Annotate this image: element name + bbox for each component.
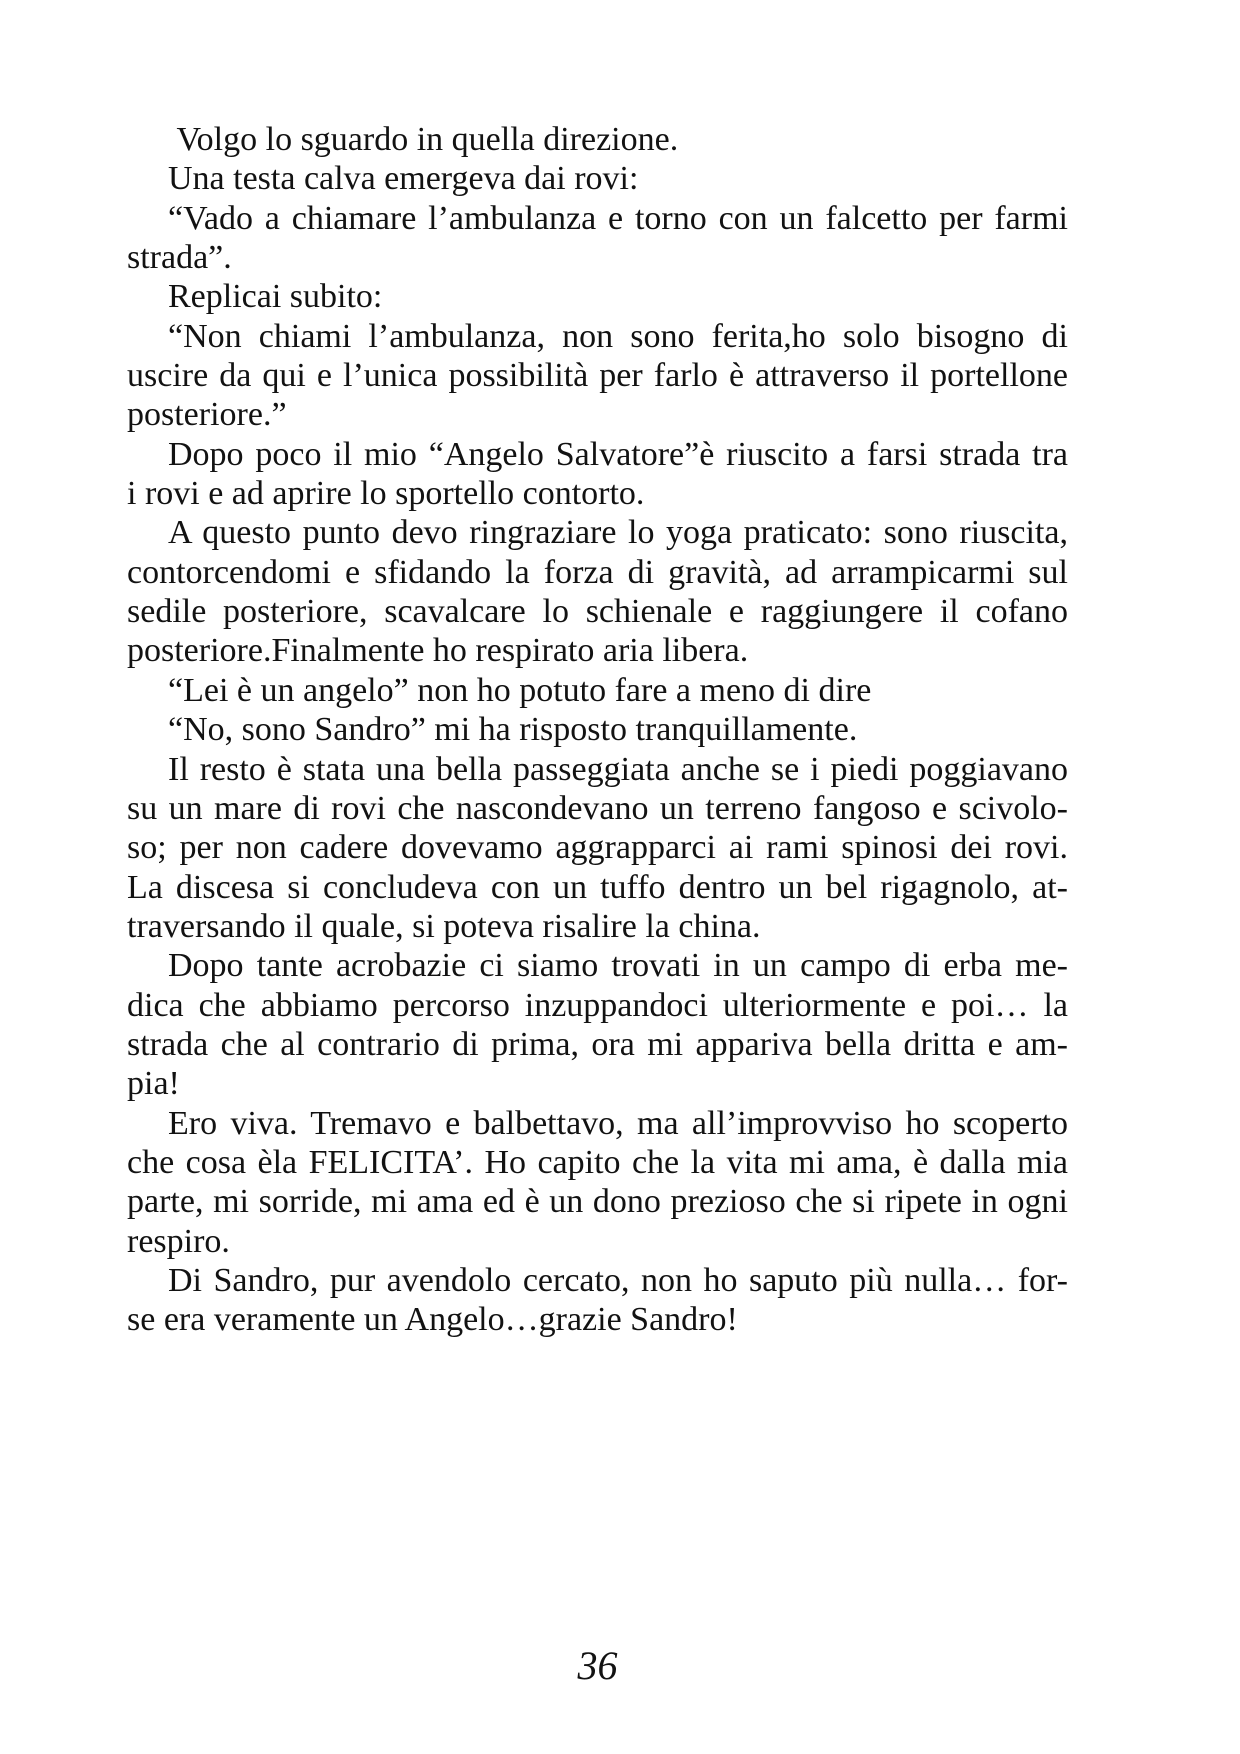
text-line: Volgo lo sguardo in quella direzione. — [168, 121, 679, 158]
text-line: Replicai subito: — [168, 278, 383, 316]
text-line: Dopo poco il mio “Angelo Salvatore”è riuscito a farsi strada tra — [168, 435, 1068, 473]
text-line: respiro. — [127, 1222, 230, 1260]
text-line: so; per non cadere dovevamo aggrapparci ai rami spinosi dei rovi. — [127, 829, 1068, 867]
text-line: strada che al contrario di prima, ora mi appariva bella dritta e am- — [127, 1025, 1068, 1063]
text-line: “No, sono Sandro” mi ha risposto tranquillamente. — [168, 711, 858, 749]
paragraph — [127, 159, 1068, 198]
paragraph — [127, 710, 1068, 749]
text-line: Una testa calva emergeva dai rovi: — [168, 160, 639, 198]
text-line: dica che abbiamo percorso inzuppandoci ulteriormente e poi… la — [127, 986, 1068, 1024]
text-line: i rovi e ad aprire lo sportello contorto. — [127, 475, 645, 513]
text-line: pia! — [127, 1065, 180, 1103]
text-line: Dopo tante acrobazie ci siamo trovati in un campo di erba me- — [168, 947, 1068, 985]
paragraph — [127, 946, 1068, 1103]
paragraph — [127, 120, 1068, 159]
text-line: parte, mi sorride, mi ama ed è un dono prezioso che si ripete in ogni — [127, 1183, 1068, 1221]
text-line: su un mare di rovi che nascondevano un terreno fangoso e scivolo- — [127, 789, 1068, 827]
text-line: La discesa si concludeva con un tuffo dentro un bel rigagnolo, at- — [127, 868, 1068, 906]
text-block — [127, 120, 1068, 1340]
text-line: “Lei è un angelo” non ho potuto fare a meno di dire — [168, 671, 872, 709]
text-line: “Vado a chiamare l’ambulanza e torno con un falcetto per farmi — [168, 199, 1068, 237]
paragraph — [127, 513, 1068, 670]
text-line: posteriore.Finalmente ho respirato aria libera. — [127, 632, 749, 670]
text-line: strada”. — [127, 239, 232, 277]
text-line: A questo punto devo ringraziare lo yoga praticato: sono riuscita, — [168, 514, 1068, 552]
paragraph — [127, 317, 1068, 435]
text-line: se era veramente un Angelo…grazie Sandro! — [127, 1301, 738, 1339]
text-line: contorcendomi e sfidando la forza di gravità, ad arrampicarmi sul — [127, 553, 1068, 591]
text-line: “Non chiami l’ambulanza, non sono ferita,ho solo bisogno di — [168, 317, 1068, 355]
paragraph — [127, 750, 1068, 947]
text-line: Di Sandro, pur avendolo cercato, non ho saputo più nulla… for- — [168, 1261, 1068, 1299]
text-line: Ero viva. Tremavo e balbettavo, ma all’improvviso ho scoperto — [168, 1104, 1068, 1142]
text-line: traversando il quale, si poteva risalire la china. — [127, 907, 761, 945]
paragraph — [127, 1104, 1068, 1261]
text-line: che cosa èla FELICITA’. Ho capito che la vita mi ama, è dalla mia — [127, 1143, 1068, 1181]
page-number: 36 — [577, 1643, 618, 1688]
text-line: sedile posteriore, scavalcare lo schienale e raggiungere il cofano — [127, 593, 1068, 631]
paragraph — [127, 671, 1068, 710]
paragraph — [127, 435, 1068, 514]
text-line: posteriore.” — [127, 396, 287, 434]
paragraph — [127, 277, 1068, 316]
text-line: Il resto è stata una bella passeggiata anche se i piedi poggiavano — [168, 750, 1068, 788]
paragraph — [127, 199, 1068, 278]
text-line: uscire da qui e l’unica possibilità per farlo è attraverso il portellone — [127, 357, 1068, 395]
paragraph — [127, 1261, 1068, 1340]
